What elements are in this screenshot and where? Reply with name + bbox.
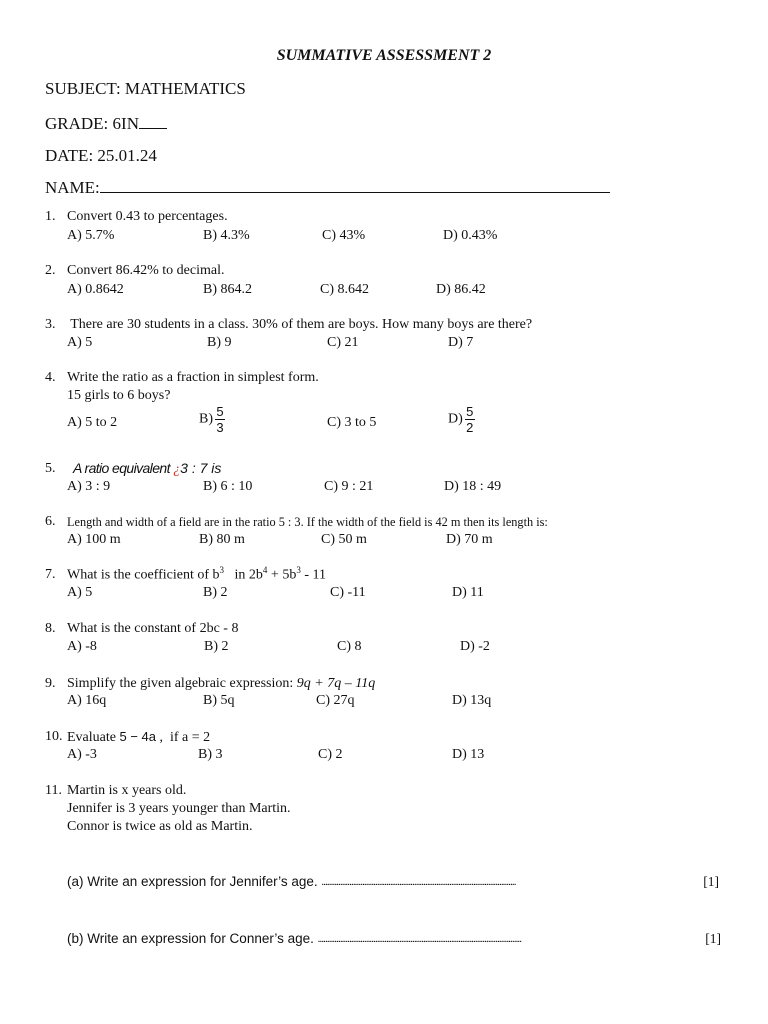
option-a: A) 5	[67, 335, 93, 350]
text-part: - 11	[300, 567, 326, 583]
option-b: B) 9	[207, 335, 232, 350]
option-b: B) 5q	[203, 693, 235, 708]
option-b: B) 3	[198, 747, 223, 762]
question-text: Martin is x years old.	[67, 783, 187, 798]
option-b: B) 6 : 10	[203, 479, 253, 494]
expression: 9q + 7q – 11q	[296, 676, 376, 691]
grade-label: GRADE: 6IN	[45, 114, 139, 133]
question-text-part-a: A ratio equivalent	[73, 460, 174, 476]
option-b: B) 2	[204, 639, 229, 654]
question-number: 1.	[45, 209, 56, 224]
grade-line	[45, 114, 167, 134]
option-c: C) 43%	[322, 228, 366, 243]
option-b: B) 864.2	[203, 282, 252, 297]
text-part: + 5b	[267, 567, 297, 583]
part-b-line	[67, 931, 721, 947]
subject-line: SUBJECT: MATHEMATICS	[45, 79, 246, 98]
question-text	[67, 676, 375, 692]
question-text: There are 30 students in a class. 30% of them are boys. How many boys are there?	[67, 317, 533, 332]
option-b	[199, 405, 225, 434]
question-number: 10.	[45, 729, 63, 744]
option-d: D) 0.43%	[443, 228, 498, 243]
option-b-label: B)	[199, 411, 213, 427]
question-text-2: 15 girls to 6 boys?	[67, 388, 171, 403]
option-a: A) 0.8642	[67, 282, 124, 297]
date-line: DATE: 25.01.24	[45, 146, 157, 165]
option-d	[448, 405, 475, 434]
option-d: D) 13	[452, 747, 485, 762]
question-text	[73, 460, 221, 478]
option-c: C) 50 m	[321, 532, 367, 547]
page-title: SUMMATIVE ASSESSMENT 2	[276, 47, 492, 64]
option-a: A) -8	[67, 639, 97, 654]
exponent: 3	[296, 565, 301, 575]
option-d: D) 7	[448, 335, 474, 350]
option-c: C) 8.642	[320, 282, 369, 297]
question-number: 6.	[45, 514, 56, 529]
option-a: A) 3 : 9	[67, 479, 111, 494]
option-d: D) 13q	[452, 693, 492, 708]
text-part: , if a = 2	[156, 730, 211, 745]
question-text: Jennifer is 3 years younger than Martin.	[67, 801, 291, 816]
question-number: 9.	[45, 676, 56, 691]
option-c: C) 3 to 5	[327, 415, 377, 430]
exponent: 4	[262, 565, 268, 575]
option-c: C) 8	[337, 639, 362, 654]
question-text: Length and width of a field are in the ratio 5 : 3. If the width of the field is 42 m then its length is:	[67, 515, 548, 529]
option-d: D) -2	[460, 639, 490, 654]
option-d: D) 18 : 49	[444, 479, 502, 494]
option-c: C) 27q	[316, 693, 355, 708]
text-part: Simplify the given algebraic expression:	[67, 676, 297, 691]
question-text-part-b: 3 : 7 is	[180, 460, 222, 476]
part-a-line	[67, 874, 719, 890]
option-b: B) 4.3%	[203, 228, 250, 243]
fraction-five-halves	[465, 405, 475, 434]
part-a-text: (a) Write an expression for Jennifer’s age.	[67, 874, 322, 889]
option-a: A) 5 to 2	[67, 415, 118, 430]
text-part: Evaluate	[67, 730, 120, 745]
option-c: C) 2	[318, 747, 343, 762]
fraction-five-thirds	[215, 405, 225, 434]
question-text: Convert 86.42% to decimal.	[67, 263, 225, 278]
option-b: B) 80 m	[199, 532, 245, 547]
name-line	[45, 178, 610, 198]
marks: [1]	[703, 874, 719, 889]
option-a: A) 16q	[67, 693, 107, 708]
option-a: A) 100 m	[67, 532, 121, 547]
name-label: NAME:	[45, 178, 100, 197]
question-number: 5.	[45, 461, 56, 476]
grade-blank	[139, 114, 167, 129]
expression: 5 − 4a	[119, 729, 156, 744]
question-text: What is the constant of 2bc - 8	[67, 621, 239, 636]
text-part: in 2b	[224, 567, 263, 583]
option-c: C) 21	[327, 335, 359, 350]
numerator: 5	[216, 404, 224, 419]
question-number: 3.	[45, 317, 56, 332]
question-text	[67, 565, 326, 584]
question-number: 4.	[45, 370, 56, 385]
unicode-error-mark: ¿	[173, 462, 181, 477]
name-blank	[100, 178, 610, 193]
option-d: D) 86.42	[436, 282, 486, 297]
text-part: What is the coefficient of b	[67, 567, 220, 583]
question-number: 2.	[45, 263, 56, 278]
numerator: 5	[466, 404, 474, 419]
question-text	[67, 729, 210, 746]
option-b: B) 2	[203, 585, 228, 600]
question-text: Connor is twice as old as Martin.	[67, 819, 253, 834]
option-d: D) 70 m	[446, 532, 493, 547]
option-a: A) 5.7%	[67, 228, 115, 243]
exponent: 3	[219, 565, 225, 575]
question-text: Convert 0.43 to percentages.	[67, 209, 228, 224]
denominator: 2	[466, 420, 474, 435]
question-number: 11.	[45, 783, 62, 798]
question-number: 7.	[45, 567, 56, 582]
question-number: 8.	[45, 621, 56, 636]
option-d: D) 11	[452, 585, 484, 600]
marks: [1]	[701, 931, 721, 946]
part-b-text: (b) Write an expression for Conner’s age.	[67, 931, 318, 946]
option-d-label: D)	[448, 411, 463, 427]
question-text: Write the ratio as a fraction in simplest form.	[67, 370, 319, 385]
option-a: A) -3	[67, 747, 97, 762]
answer-dots: ..............................................................................................................	[317, 933, 522, 945]
option-c: C) -11	[330, 585, 366, 600]
option-a: A) 5	[67, 585, 93, 600]
answer-dots: .........................................................................................................	[321, 876, 516, 888]
option-c: C) 9 : 21	[324, 479, 374, 494]
denominator: 3	[216, 420, 224, 435]
